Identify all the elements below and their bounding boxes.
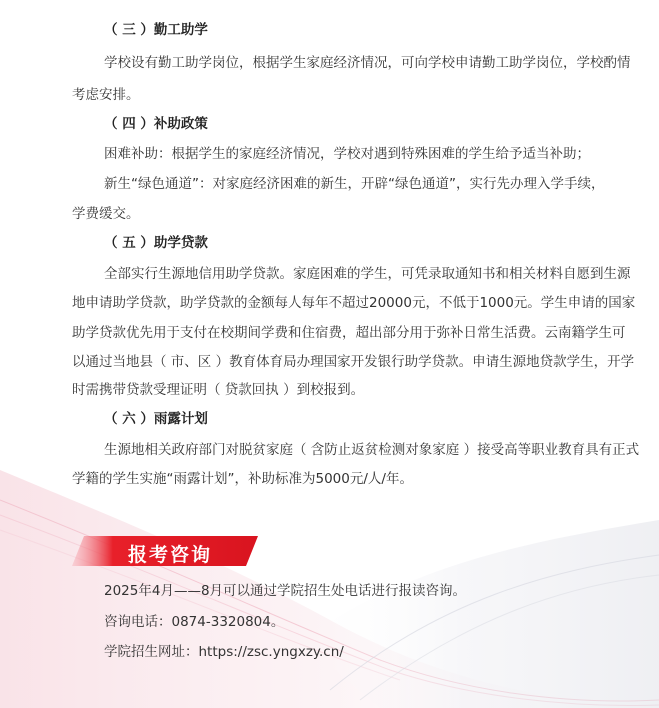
consult-title: 报考咨询 <box>128 544 213 566</box>
paragraph-line: 生源地相关政府部门对脱贫家庭（ 含防止返贫检测对象家庭 ）接受高等职业教育具有正式 <box>104 442 640 458</box>
section-heading-rain-dew-plan: （ 六 ）雨露计划 <box>104 411 208 427</box>
section-heading-subsidy-policy: （ 四 ）补助政策 <box>104 116 208 132</box>
paragraph-line: 考虑安排。 <box>72 87 140 103</box>
section-heading-work-study: （ 三 ）勤工助学 <box>104 22 208 38</box>
consult-phone: 咨询电话：0874-3320804。 <box>104 614 285 630</box>
section-heading-student-loans: （ 五 ）助学贷款 <box>104 235 208 251</box>
paragraph-line: 学校设有勤工助学岗位，根据学生家庭经济情况，可向学校申请勤工助学岗位，学校酌情 <box>104 55 631 71</box>
paragraph-line: 时需携带贷款受理证明（ 贷款回执 ）到校报到。 <box>72 382 365 398</box>
paragraph-line: 全部实行生源地信用助学贷款。家庭困难的学生，可凭录取通知书和相关材料自愿到生源 <box>104 266 631 282</box>
admissions-website: 学院招生网址：https://zsc.yngxzy.cn/ <box>104 644 344 660</box>
consult-period: 2025年4月——8月可以通过学院招生处电话进行报读咨询。 <box>104 583 467 599</box>
paragraph-line: 学籍的学生实施“雨露计划”，补助标准为5000元/人/年。 <box>72 471 413 487</box>
paragraph-line: 困难补助：根据学生的家庭经济情况，学校对遇到特殊困难的学生给予适当补助； <box>104 146 590 162</box>
paragraph-line: 学费缓交。 <box>72 206 140 222</box>
paragraph-line: 助学贷款优先用于支付在校期间学费和住宿费，超出部分用于弥补日常生活费。云南籍学生可 <box>72 325 626 341</box>
paragraph-line: 以通过当地县（ 市、区 ）教育体育局办理国家开发银行助学贷款。申请生源地贷款学生，开学 <box>72 354 635 370</box>
paragraph-line: 新生“绿色通道”：对家庭经济困难的新生，开辟“绿色通道”，实行先办理入学手续， <box>104 176 605 192</box>
paragraph-line: 地申请助学贷款，助学贷款的金额每人每年不超过20000元，不低于1000元。学生申请的国家 <box>72 295 636 311</box>
